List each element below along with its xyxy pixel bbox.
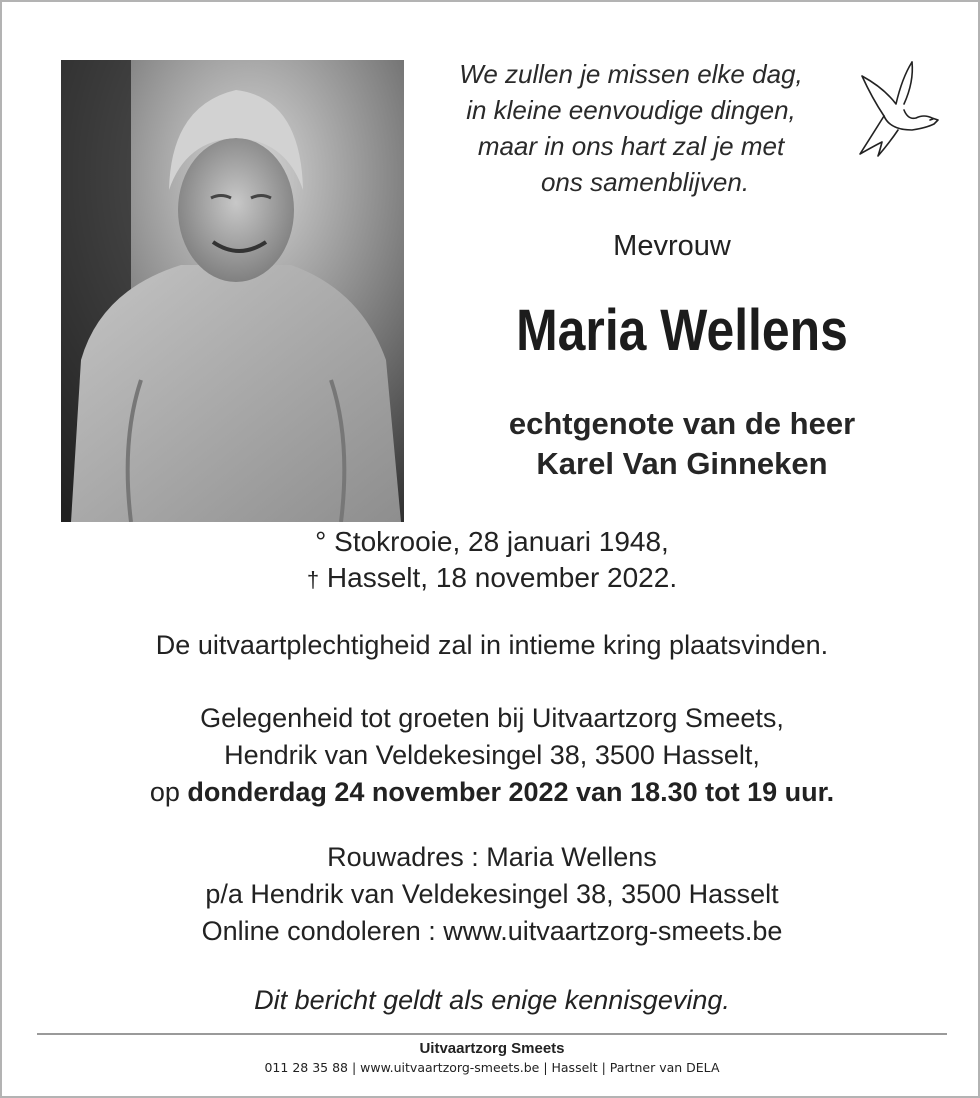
footer-company: Uitvaartzorg Smeets [419,1040,565,1057]
mourning-address [42,839,942,950]
salutation: Mevrouw [613,230,731,262]
quote-line: ons samenblijven. [540,167,750,197]
memorial-quote [406,56,856,200]
death-date-text: Hasselt, 18 november 2022. [319,562,678,593]
ceremony-text: De uitvaartplechtigheid zal in intieme kring plaatsvinden. [155,630,829,660]
visitation-info [42,700,942,811]
visitation-line: Gelegenheid tot groeten bij Uitvaartzorg Smeets, [200,703,784,733]
cross-icon: † [306,567,320,592]
address-line: Rouwadres : Maria Wellens [327,842,657,872]
visitation-line: Hendrik van Veldekesingel 38, 3500 Hasselt, [224,740,760,770]
quote-line: We zullen je missen elke dag, [459,59,803,89]
dove-icon [854,58,942,160]
footer-contact: 011 28 35 88 | www.uitvaartzorg-smeets.be | Hasselt | Partner van DELA [264,1060,720,1075]
death-date [192,560,792,598]
visitation-line [42,774,942,811]
address-line: p/a Hendrik van Veldekesingel 38, 3500 Hasselt [205,879,779,909]
visitation-date: donderdag 24 november 2022 van 18.30 tot 19 uur. [187,777,835,807]
birth-date: ° Stokrooie, 28 januari 1948, [315,526,669,557]
quote-line: maar in ons hart zal je met [477,131,785,161]
quote-line: in kleine eenvoudige dingen, [466,95,796,125]
deceased-name: Maria Wellens [516,298,848,363]
online-condolence: Online condoleren : www.uitvaartzorg-smeets.be [201,916,783,946]
life-dates [192,524,792,598]
spouse-line: echtgenote van de heer [508,406,856,441]
visitation-prefix: op [149,777,188,807]
footer-divider [37,1033,947,1035]
portrait-photo [61,60,404,522]
spouse-info [442,404,922,484]
notice-text: Dit bericht geldt als enige kennisgeving. [254,985,730,1015]
portrait-image [61,60,404,522]
spouse-name: Karel Van Ginneken [536,446,828,481]
